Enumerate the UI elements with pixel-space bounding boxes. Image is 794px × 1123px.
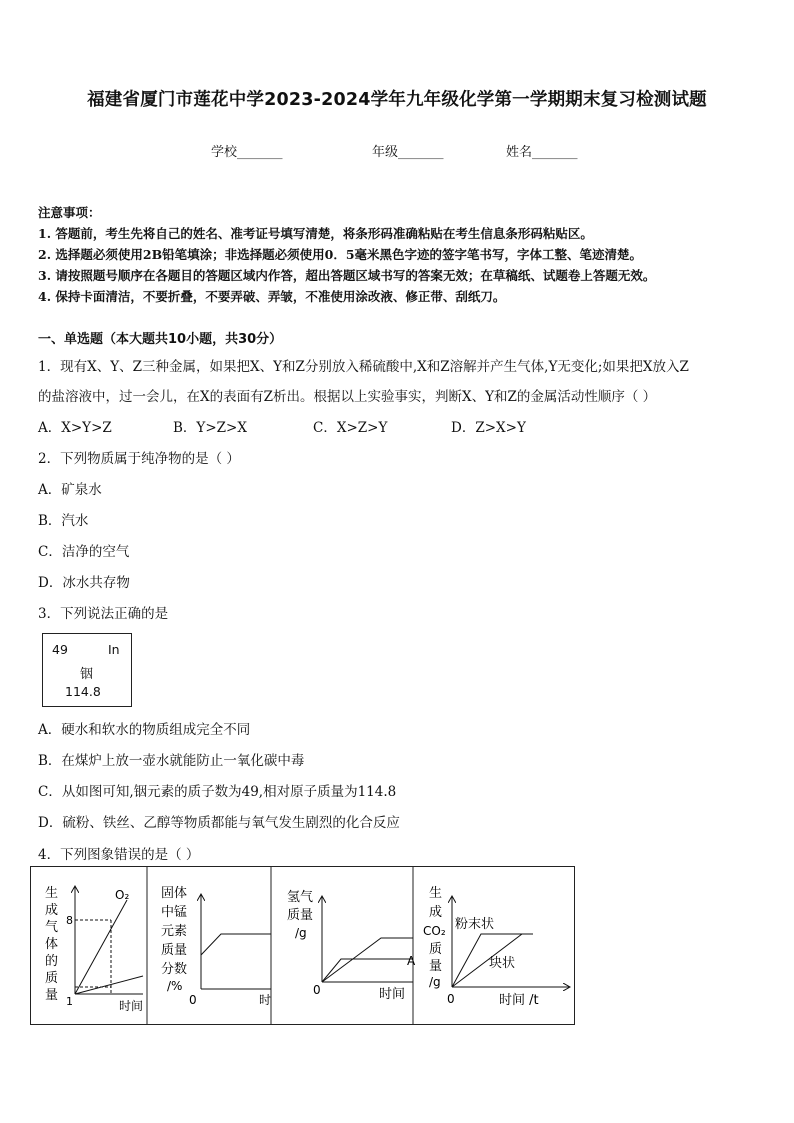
graph-c-ylabel-line: 氢气 [287, 890, 314, 905]
note-item: 3. 请按照题号顺序在各题目的答题区域内作答，超出答题区域书写的答案无效；在草稿纸、试题卷上答题无效。 [38, 268, 656, 283]
graph-a-line-2 [75, 976, 143, 994]
q2-option-a[interactable]: A．矿泉水 [38, 482, 102, 498]
graph-b-ylabel-line: 中锰 [161, 905, 188, 920]
note-item: 4. 保持卡面清洁，不要折叠，不要弄破、弄皱，不准使用涂改液、修正带、刮纸刀。 [38, 289, 506, 304]
atomic-mass: 114.8 [65, 684, 101, 699]
q4-graph-svg [31, 867, 574, 1024]
page-title: 福建省厦门市莲花中学2023-2024学年九年级化学第一学期期末复习检测试题 [87, 90, 707, 110]
q2-option-c[interactable]: C．洁净的空气 [38, 544, 130, 560]
element-name: 铟 [80, 667, 94, 682]
graph-c-xlabel: 时间 [379, 987, 406, 1002]
q2-option-b[interactable]: B．汽水 [38, 513, 89, 529]
name-field[interactable]: 姓名_______ [506, 145, 578, 160]
graph-b-line [201, 934, 271, 955]
graph-a-ylabel-char: 生 [45, 886, 59, 901]
q1-option-d[interactable]: D．Z>X>Y [451, 420, 526, 436]
q1-option-a[interactable]: A．X>Y>Z [38, 420, 112, 436]
graph-c-line-1 [322, 938, 413, 982]
graph-d-ylabel-char: 成 [429, 905, 443, 920]
graph-a-tick-8: 8 [66, 914, 73, 927]
graph-d-origin: 0 [447, 992, 455, 1006]
q1-option-c[interactable]: C．X>Z>Y [313, 420, 388, 436]
graph-d-xlabel: 时间 /t [499, 993, 539, 1008]
graph-a-ylabel-char: 成 [45, 903, 59, 918]
graph-b-ylabel-line: /% [167, 979, 183, 993]
q3-option-c[interactable]: C．从如图可知,铟元素的质子数为49,相对原子质量为114.8 [38, 784, 397, 800]
q3-option-a[interactable]: A．硬水和软水的物质组成完全不同 [38, 722, 251, 738]
q1-option-b[interactable]: B．Y>Z>X [173, 420, 247, 436]
notes-heading: 注意事项： [38, 205, 101, 220]
graph-b-xlabel: 时 [259, 993, 272, 1007]
q3-option-d[interactable]: D．硫粉、铁丝、乙醇等物质都能与氧气发生剧烈的化合反应 [38, 815, 400, 831]
q2-stem: 2．下列物质属于纯净物的是（ ） [38, 451, 240, 467]
graph-a-xlabel: 时间 [119, 999, 144, 1013]
graph-c-curve-label: A [407, 954, 416, 968]
graph-a-tick-1: 1 [66, 995, 73, 1008]
graph-b-ylabel-line: 分数 [161, 962, 188, 977]
graph-a-ylabel-char: 质 [45, 971, 59, 986]
element-symbol: In [108, 642, 120, 657]
q3-stem: 3．下列说法正确的是 [38, 606, 169, 622]
graph-d-ylabel-char: CO₂ [423, 924, 446, 938]
graph-a-ylabel-char: 的 [45, 954, 59, 969]
graph-d-ylabel-char: /g [429, 975, 441, 989]
school-field[interactable]: 学校_______ [211, 145, 283, 160]
graph-a-ylabel-char: 量 [45, 988, 59, 1003]
graph-c [287, 890, 416, 1002]
q1-stem: 1．现有X、Y、Z三种金属，如果把X、Y和Z分别放入稀硫酸中,X和Z溶解并产生气体,Y无变化;如果把X放入Z [38, 359, 689, 375]
graph-b-ylabel-line: 固体 [161, 886, 188, 901]
graph-b-ylabel-line: 元素 [161, 924, 188, 939]
graph-a [45, 885, 143, 1013]
atomic-number: 49 [52, 642, 68, 657]
graph-b-ylabel-line: 质量 [161, 943, 188, 958]
graph-d-ylabel-char: 量 [429, 959, 443, 974]
grade-field[interactable]: 年级_______ [372, 145, 444, 160]
graph-c-origin: 0 [313, 983, 321, 997]
graph-b [161, 885, 271, 1007]
graph-d [423, 885, 569, 1008]
note-item: 1. 答题前，考生先将自己的姓名、准考证号填写清楚，将条形码准确粘贴在考生信息条形码粘贴区。 [38, 226, 593, 241]
element-card-indium [42, 633, 132, 707]
graph-d-ylabel-char: 质 [429, 942, 443, 957]
q1-stem-cont: 的盐溶液中，过一会儿，在X的表面有Z析出。根据以上实验事实，判断X、Y和Z的金属活动性顺序（ ） [38, 389, 657, 405]
graph-a-ylabel-char: 体 [45, 937, 59, 952]
graph-c-ylabel-line: /g [295, 926, 307, 940]
q4-stem: 4．下列图象错误的是（ ） [38, 847, 200, 863]
graph-a-line-o2 [75, 900, 127, 994]
graph-d-curve-block-label: 块状 [489, 956, 516, 971]
graph-b-origin: 0 [189, 993, 197, 1007]
graph-c-line-2 [322, 959, 413, 982]
graph-c-ylabel-line: 质量 [287, 908, 314, 923]
q3-option-b[interactable]: B．在煤炉上放一壶水就能防止一氧化碳中毒 [38, 753, 305, 769]
graph-d-ylabel-char: 生 [429, 886, 443, 901]
q4-graphs [30, 866, 575, 1025]
graph-d-curve-powder-label: 粉末状 [455, 917, 495, 932]
note-item: 2. 选择题必须使用2B铅笔填涂；非选择题必须使用0．5毫米黑色字迹的签字笔书写，字体工整、笔迹清楚。 [38, 247, 643, 262]
section-heading: 一、单选题（本大题共10小题，共30分） [38, 332, 283, 347]
graph-a-curve-label: O₂ [115, 888, 130, 902]
graph-a-ylabel-char: 气 [45, 920, 59, 935]
q2-option-d[interactable]: D．冰水共存物 [38, 575, 130, 591]
